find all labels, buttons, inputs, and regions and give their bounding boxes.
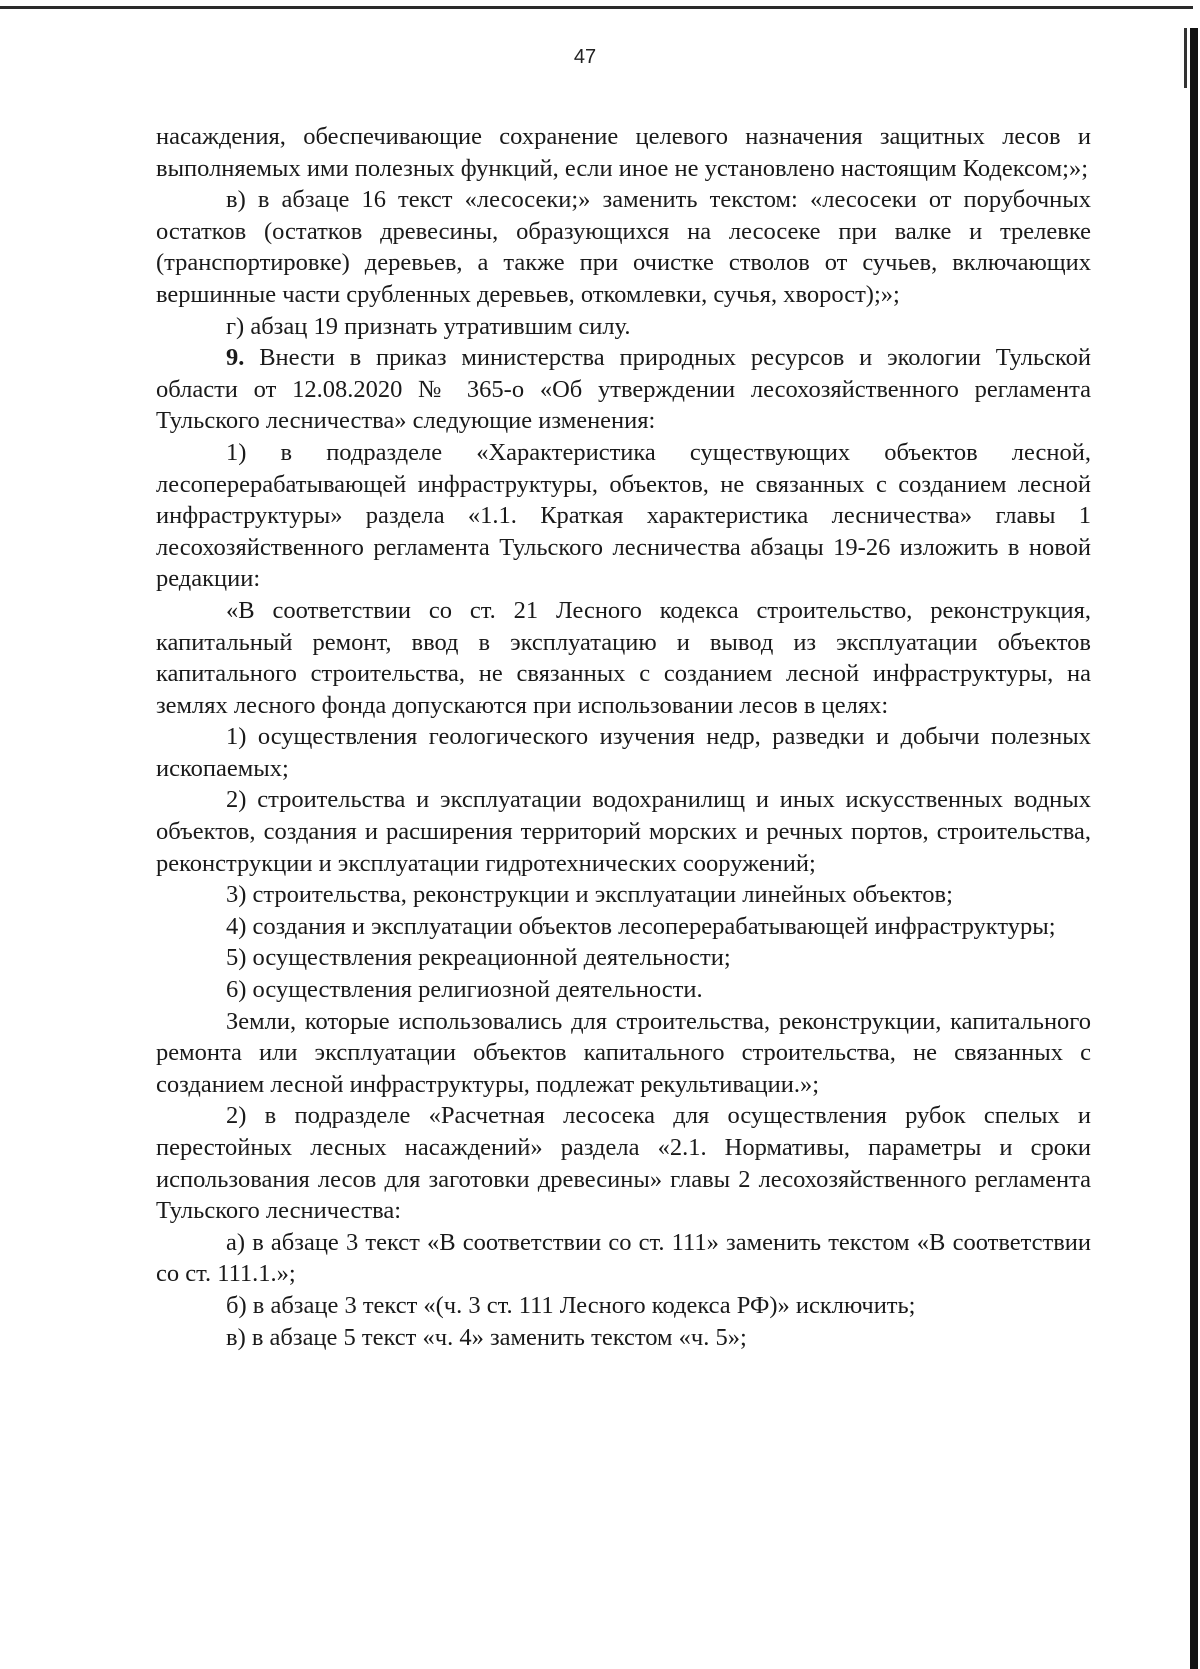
paragraph: «В соответствии со ст. 21 Лесного кодекса строительство, реконструкция, капитальный ремонт, ввод в эксплуатацию и вывод из эксплуатации объектов капитального строительства, не связанных с созданием лесной инфраструктуры, на землях лесного фонда допускаются при использовании лесов в целях: xyxy=(156,596,1091,719)
scan-right-border-mark xyxy=(1184,28,1187,88)
paragraph: 1) в подразделе «Характеристика существующих объектов лесной, лесоперерабатывающей инфраструктуры, объектов, не связанных с созданием лесной инфраструктуры» раздела «1.1. Краткая характеристика лесничества» главы 1 лесохозяйственного регламента Тульского лесничества абзацы 19-26 изложить в новой редакции: xyxy=(156,438,1091,593)
list-item: б) в абзаце 3 текст «(ч. 3 ст. 111 Лесного кодекса РФ)» исключить; xyxy=(226,1291,916,1319)
list-item: 2) строительства и эксплуатации водохранилищ и иных искусственных водных объектов, создания и расширения территорий морских и речных портов, строительства, реконструкции и эксплуатации гидротехнических сооружений; xyxy=(156,786,1091,877)
paragraph: Земли, которые использовались для строительства, реконструкции, капитального ремонта или эксплуатации объектов капитального строительства, не связанных с созданием лесной инфраструктуры, подлежат рекультивации.»; xyxy=(156,1007,1091,1098)
list-item: а) в абзаце 3 текст «В соответствии со ст. 111» заменить текстом «В соответствии со ст. 111.1.»; xyxy=(156,1228,1091,1288)
document-body xyxy=(156,121,1091,1353)
paragraph: 2) в подразделе «Расчетная лесосека для осуществления рубок спелых и перестойных лесных насаждений» раздела «2.1. Нормативы, параметры и сроки использования лесов для заготовки древесины» главы 2 лесохозяйственного регламента Тульского лесничества: xyxy=(156,1102,1091,1225)
list-item: 4) создания и эксплуатации объектов лесоперерабатывающей инфраструктуры; xyxy=(226,912,1056,940)
list-item: 5) осуществления рекреационной деятельности; xyxy=(226,944,731,972)
list-item: 1) осуществления геологического изучения недр, разведки и добычи полезных ископаемых; xyxy=(156,723,1091,782)
list-item: в) в абзаце 5 текст «ч. 4» заменить текстом «ч. 5»; xyxy=(226,1323,747,1351)
paragraph-item-9 xyxy=(156,342,1091,437)
paragraph: г) абзац 19 признать утратившим силу. xyxy=(226,312,631,340)
paragraph: насаждения, обеспечивающие сохранение целевого назначения защитных лесов и выполняемых ими полезных функций, если иное не установлено настоящим Кодексом;»; xyxy=(156,123,1091,182)
scan-right-border xyxy=(1190,28,1198,1669)
item-number: 9. xyxy=(226,344,245,372)
scan-top-border xyxy=(0,6,1193,9)
page-number: 47 xyxy=(573,46,597,68)
paragraph: в) в абзаце 16 текст «лесосеки;» заменить текстом: «лесосеки от порубочных остатков (остатков древесины, образующихся на лесосеке при валке и трелевке (транспортировке) деревьев, а также при очистке стволов от сучьев, включающих вершинные части срубленных деревьев, откомлевки, сучья, хворост);»; xyxy=(156,186,1091,308)
paragraph-text: Внести в приказ министерства природных ресурсов и экологии Тульской области от 12.08.2020 № 365-о «Об утверждении лесохозяйственного регламента Тульского лесничества» следующие изменения: xyxy=(156,344,1091,435)
list-item: 6) осуществления религиозной деятельности. xyxy=(226,976,703,1004)
list-item: 3) строительства, реконструкции и эксплуатации линейных объектов; xyxy=(226,881,953,909)
